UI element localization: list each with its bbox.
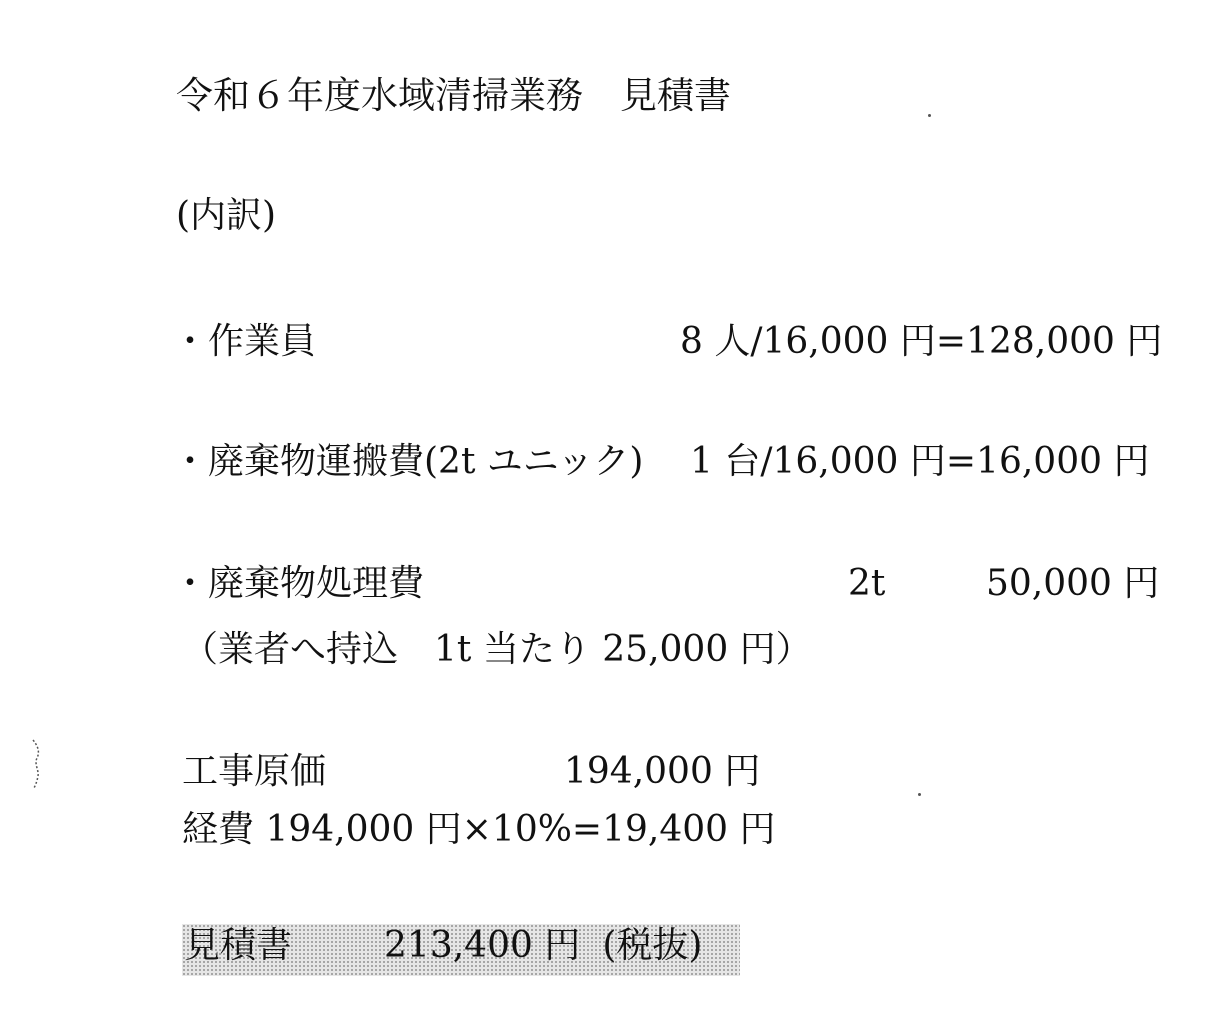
item-amount-disposal: 50,000 円 bbox=[986, 563, 1160, 604]
item-label-transport: ・廃棄物運搬費(2t ユニック) bbox=[172, 441, 644, 482]
construction-cost-value: 194,000 円 bbox=[564, 751, 761, 792]
estimate-total-amount: 213,400 円 bbox=[384, 925, 581, 966]
item-note-disposal: （業者へ持込 1t 当たり 25,000 円） bbox=[182, 629, 812, 670]
estimate-total-label: 見積書 bbox=[184, 925, 293, 966]
estimate-tax-note: (税抜) bbox=[602, 925, 703, 966]
scan-artifact-mark bbox=[30, 738, 42, 790]
estimate-total-box bbox=[182, 924, 740, 976]
scan-speck bbox=[928, 114, 931, 117]
item-calculation-transport: 1 台/16,000 円=16,000 円 bbox=[690, 441, 1150, 482]
item-label-workers: ・作業員 bbox=[172, 321, 317, 362]
item-label-disposal: ・廃棄物処理費 bbox=[172, 563, 425, 604]
item-quantity-disposal: 2t bbox=[848, 563, 886, 604]
document-title: 令和６年度水域清掃業務 見積書 bbox=[176, 74, 731, 117]
construction-cost-label: 工事原価 bbox=[182, 751, 327, 792]
item-calculation-workers: 8 人/16,000 円=128,000 円 bbox=[680, 321, 1163, 362]
scan-speck bbox=[918, 793, 921, 796]
overhead-calculation: 経費 194,000 円×10%=19,400 円 bbox=[182, 809, 776, 850]
breakdown-heading: (内訳) bbox=[176, 195, 277, 236]
